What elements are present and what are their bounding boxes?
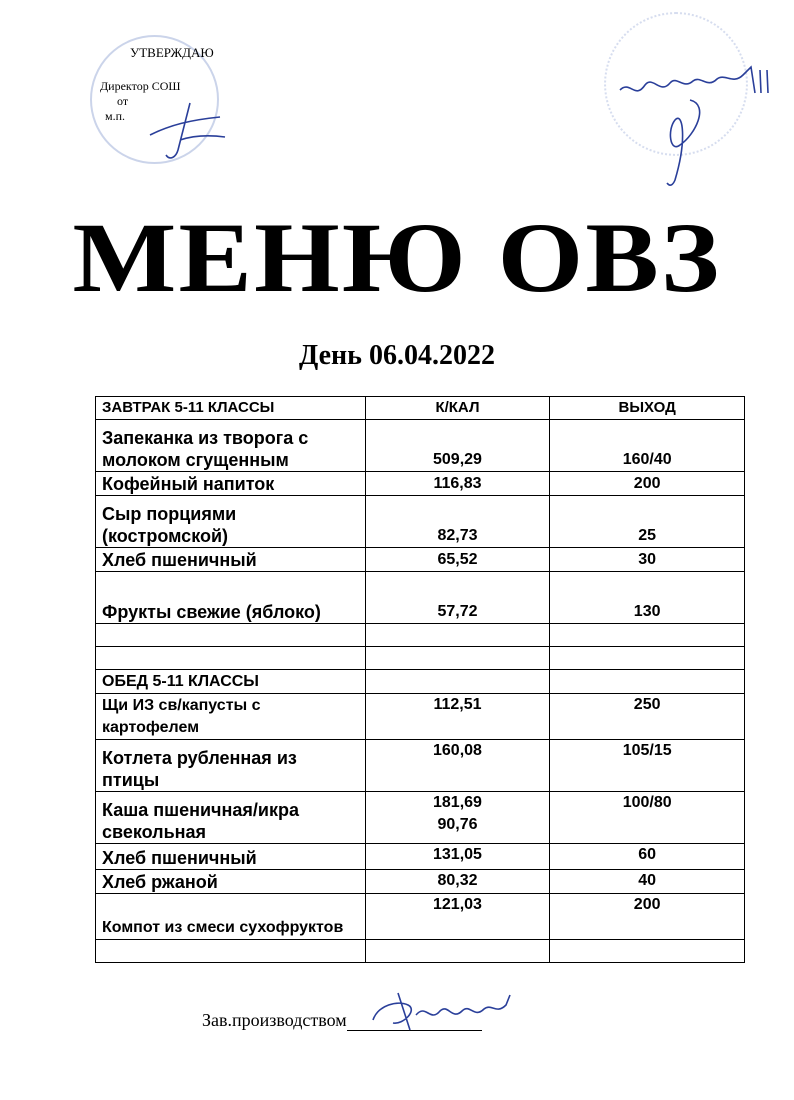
approval-date-label: от xyxy=(117,94,129,109)
table-header-row xyxy=(96,397,745,420)
signature-top-right xyxy=(615,45,790,190)
dish-kcal-secondary: 90,76 xyxy=(437,816,478,833)
dish-yield: 105/15 xyxy=(550,740,745,792)
table-row xyxy=(96,420,745,472)
table-row xyxy=(96,894,745,940)
dish-name: Хлеб ржаной xyxy=(96,870,366,894)
header-yield: ВЫХОД xyxy=(550,397,745,420)
dish-yield: 40 xyxy=(550,870,745,894)
table-row xyxy=(96,572,745,624)
dish-yield: 130 xyxy=(550,572,745,624)
dish-yield: 200 xyxy=(550,472,745,496)
dish-yield: 30 xyxy=(550,548,745,572)
dish-yield: 200 xyxy=(550,894,745,940)
section-row xyxy=(96,670,745,694)
dish-yield: 250 xyxy=(550,694,745,740)
dish-name: Сыр порциями (костромской) xyxy=(96,496,366,548)
approval-seal-label: м.п. xyxy=(105,109,126,124)
dish-kcal: 509,29 xyxy=(365,420,550,472)
dish-name: Фрукты свежие (яблоко) xyxy=(96,572,366,624)
dish-name: Запеканка из творога с молоком сгущенным xyxy=(96,420,366,472)
dish-kcal: 57,72 xyxy=(365,572,550,624)
table-row xyxy=(96,870,745,894)
dish-name: Хлеб пшеничный xyxy=(96,548,366,572)
approval-title: УТВЕРЖДАЮ xyxy=(130,45,214,60)
table-row xyxy=(96,694,745,740)
dish-yield: 25 xyxy=(550,496,745,548)
approval-director: Директор СОШ xyxy=(100,79,181,94)
header-kcal: К/КАЛ xyxy=(365,397,550,420)
menu-date: День 06.04.2022 xyxy=(299,340,495,371)
table-row xyxy=(96,740,745,792)
table-row xyxy=(96,792,745,844)
dish-name: Каша пшеничная/икра свекольная xyxy=(96,792,366,844)
dish-kcal: 131,05 xyxy=(365,844,550,870)
director-signature xyxy=(140,95,230,165)
dish-kcal-cell xyxy=(365,792,550,844)
table-row xyxy=(96,548,745,572)
dish-kcal: 112,51 xyxy=(365,694,550,740)
empty-row xyxy=(96,940,745,963)
dish-kcal: 82,73 xyxy=(365,496,550,548)
dish-yield: 160/40 xyxy=(550,420,745,472)
dish-name: Хлеб пшеничный xyxy=(96,844,366,870)
dish-kcal: 121,03 xyxy=(365,894,550,940)
menu-table xyxy=(95,396,745,963)
dish-yield: 60 xyxy=(550,844,745,870)
section-lunch-header: ОБЕД 5-11 КЛАССЫ xyxy=(96,670,366,694)
dish-kcal: 116,83 xyxy=(365,472,550,496)
dish-kcal: 181,69 xyxy=(433,794,482,811)
empty-row xyxy=(96,647,745,670)
footer-label: Зав.производством xyxy=(202,1010,347,1030)
table-row xyxy=(96,844,745,870)
dish-kcal: 80,32 xyxy=(365,870,550,894)
dish-name: Кофейный напиток xyxy=(96,472,366,496)
table-row xyxy=(96,472,745,496)
page-title: МЕНЮ ОВЗ xyxy=(72,202,722,313)
dish-name: Щи ИЗ св/капусты с картофелем xyxy=(96,694,366,740)
dish-yield: 100/80 xyxy=(550,792,745,844)
dish-name: Котлета рубленная из птицы xyxy=(96,740,366,792)
dish-kcal: 160,08 xyxy=(365,740,550,792)
dish-name: Компот из смеси сухофруктов xyxy=(96,894,366,940)
header-meal: ЗАВТРАК 5-11 КЛАССЫ xyxy=(96,397,366,420)
table-row xyxy=(96,496,745,548)
dish-kcal: 65,52 xyxy=(365,548,550,572)
production-signature xyxy=(368,985,518,1035)
empty-row xyxy=(96,624,745,647)
